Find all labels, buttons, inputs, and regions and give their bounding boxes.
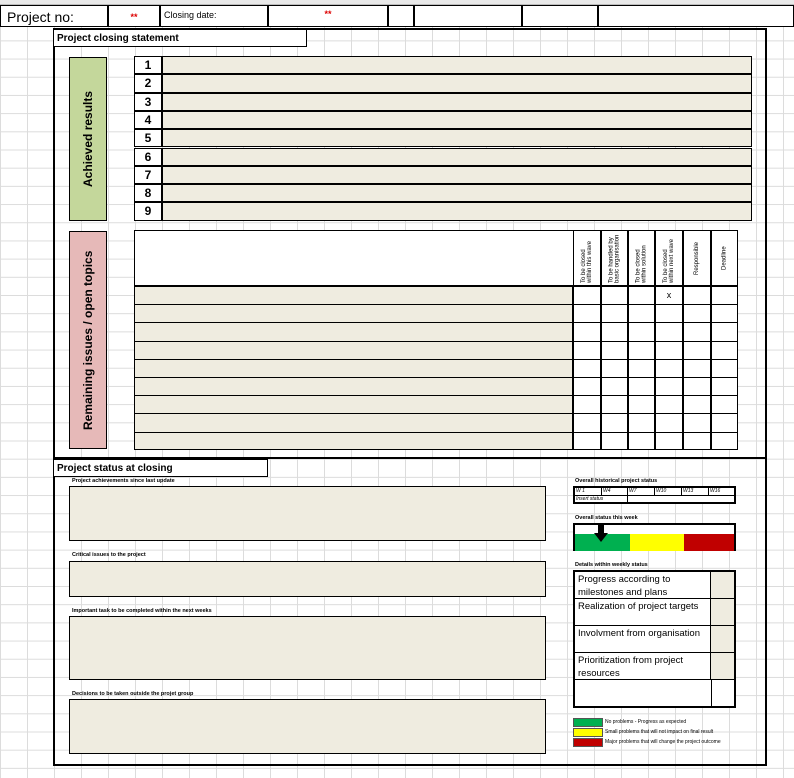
achieved-row-9[interactable] xyxy=(162,202,752,220)
row-number: 2 xyxy=(134,74,162,92)
achievements-textarea[interactable] xyxy=(69,486,546,541)
legend-yellow-swatch xyxy=(573,728,603,737)
decisions-label: Decisions to be taken outside the projet group xyxy=(72,691,194,697)
critical-issues-textarea[interactable] xyxy=(69,561,546,597)
col-header-deadline: Deadline xyxy=(711,230,738,286)
detail-prioritization-status[interactable] xyxy=(711,653,734,680)
detail-progress: Progress according to milestones and plans xyxy=(575,572,711,599)
achieved-row-3[interactable] xyxy=(162,93,752,111)
header-cell[interactable] xyxy=(414,5,522,27)
historical-status-label: Overall historical project status xyxy=(575,478,658,484)
detail-involvement: Involvment from organisation xyxy=(575,626,711,653)
status-yellow[interactable] xyxy=(630,534,684,551)
this-week-label: Overall status this week xyxy=(575,515,638,521)
insert-status-cell[interactable]: Insert status xyxy=(575,496,628,502)
col-header-basic-org: To be handled by basic organisation xyxy=(601,230,628,286)
remaining-rows xyxy=(134,286,738,450)
closing-date-field[interactable] xyxy=(268,5,388,27)
row-divider xyxy=(134,432,738,433)
header-cell[interactable] xyxy=(522,5,598,27)
row-divider xyxy=(134,413,738,414)
remaining-header-blank xyxy=(134,230,573,286)
col-solution[interactable] xyxy=(628,286,655,450)
detail-targets-status[interactable] xyxy=(711,599,734,626)
detail-blank-divider xyxy=(711,680,712,706)
achievements-label: Project achievements since last update xyxy=(72,478,175,484)
remaining-text-area[interactable] xyxy=(134,286,573,450)
detail-prioritization: Prioritization from project resources xyxy=(575,653,711,680)
status-red[interactable] xyxy=(684,534,734,551)
col-header-next-wave: To be closed within next wave xyxy=(655,230,683,286)
critical-issues-label: Critical issues to the project xyxy=(72,552,146,558)
achieved-row-7[interactable] xyxy=(162,166,752,184)
achieved-row-8[interactable] xyxy=(162,184,752,202)
detail-progress-status[interactable] xyxy=(711,572,734,599)
first-row-mark: x xyxy=(666,290,672,300)
col-next-wave[interactable] xyxy=(655,286,683,450)
achieved-row-5[interactable] xyxy=(162,129,752,147)
col-deadline[interactable] xyxy=(711,286,738,450)
this-week-status-bar[interactable] xyxy=(573,523,736,551)
week-cell: W 1 xyxy=(575,488,602,496)
col-basic-org[interactable] xyxy=(601,286,628,450)
row-number: 9 xyxy=(134,202,162,220)
detail-involvement-status[interactable] xyxy=(711,626,734,653)
row-number: 3 xyxy=(134,93,162,111)
legend-yellow-text: Small problems that will not impact on final result xyxy=(605,729,714,735)
achieved-results-table xyxy=(134,56,752,221)
header-cell[interactable] xyxy=(388,5,414,27)
col-this-wave[interactable] xyxy=(573,286,601,450)
row-number: 1 xyxy=(134,56,162,74)
row-divider xyxy=(134,395,738,396)
row-number: 7 xyxy=(134,166,162,184)
col-responsible[interactable] xyxy=(683,286,711,450)
col-header-solution: To be closed within solution xyxy=(628,230,655,286)
remaining-issues-table xyxy=(134,230,738,450)
historical-status-table xyxy=(573,486,736,504)
closing-date-marker: ** xyxy=(324,9,332,19)
achieved-row-1[interactable] xyxy=(162,56,752,74)
row-number: 5 xyxy=(134,129,162,147)
project-no-field[interactable] xyxy=(108,5,160,27)
remaining-issues-label xyxy=(69,231,107,449)
row-divider xyxy=(134,322,738,323)
remaining-issues-text: Remaining issues / open topics xyxy=(81,250,95,430)
col-header-this-wave: To be closed within this wave xyxy=(573,230,601,286)
week-cell: W4 xyxy=(602,488,628,496)
important-tasks-label: Important task to be completed within the next weeks xyxy=(72,608,212,614)
status-legend xyxy=(573,718,753,748)
legend-red-text: Major problems that will change the project outcome xyxy=(605,739,721,745)
closing-statement-title: Project closing statement xyxy=(53,29,307,47)
project-no-marker: ** xyxy=(130,12,138,22)
week-cell: W10 xyxy=(655,488,682,496)
header-cell[interactable] xyxy=(598,5,794,27)
details-label: Details within weekly status xyxy=(575,562,648,568)
closing-date-label: Closing date: xyxy=(160,5,268,27)
project-status-title: Project status at closing xyxy=(53,459,268,477)
row-divider xyxy=(134,359,738,360)
row-number: 4 xyxy=(134,111,162,129)
row-divider xyxy=(134,304,738,305)
achieved-row-6[interactable] xyxy=(162,148,752,166)
legend-red-swatch xyxy=(573,738,603,747)
row-number: 6 xyxy=(134,148,162,166)
row-divider xyxy=(134,341,738,342)
important-tasks-textarea[interactable] xyxy=(69,616,546,680)
row-number: 8 xyxy=(134,184,162,202)
col-header-responsible: Responsible xyxy=(683,230,711,286)
details-table xyxy=(573,570,736,708)
achieved-results-label xyxy=(69,57,107,221)
achieved-row-4[interactable] xyxy=(162,111,752,129)
week-cell: W13 xyxy=(682,488,709,496)
achieved-results-text: Achieved results xyxy=(81,90,95,188)
decisions-textarea[interactable] xyxy=(69,699,546,754)
legend-green-text: No problems - Progress as expected xyxy=(605,719,687,725)
achieved-row-2[interactable] xyxy=(162,74,752,92)
status-arrow-icon xyxy=(593,525,609,543)
detail-targets: Realization of project targets xyxy=(575,599,711,626)
week-cell: W16 xyxy=(709,488,734,496)
row-divider xyxy=(134,377,738,378)
project-no-label: Project no: xyxy=(0,5,108,27)
week-cell: W7 xyxy=(628,488,655,496)
legend-green-swatch xyxy=(573,718,603,727)
